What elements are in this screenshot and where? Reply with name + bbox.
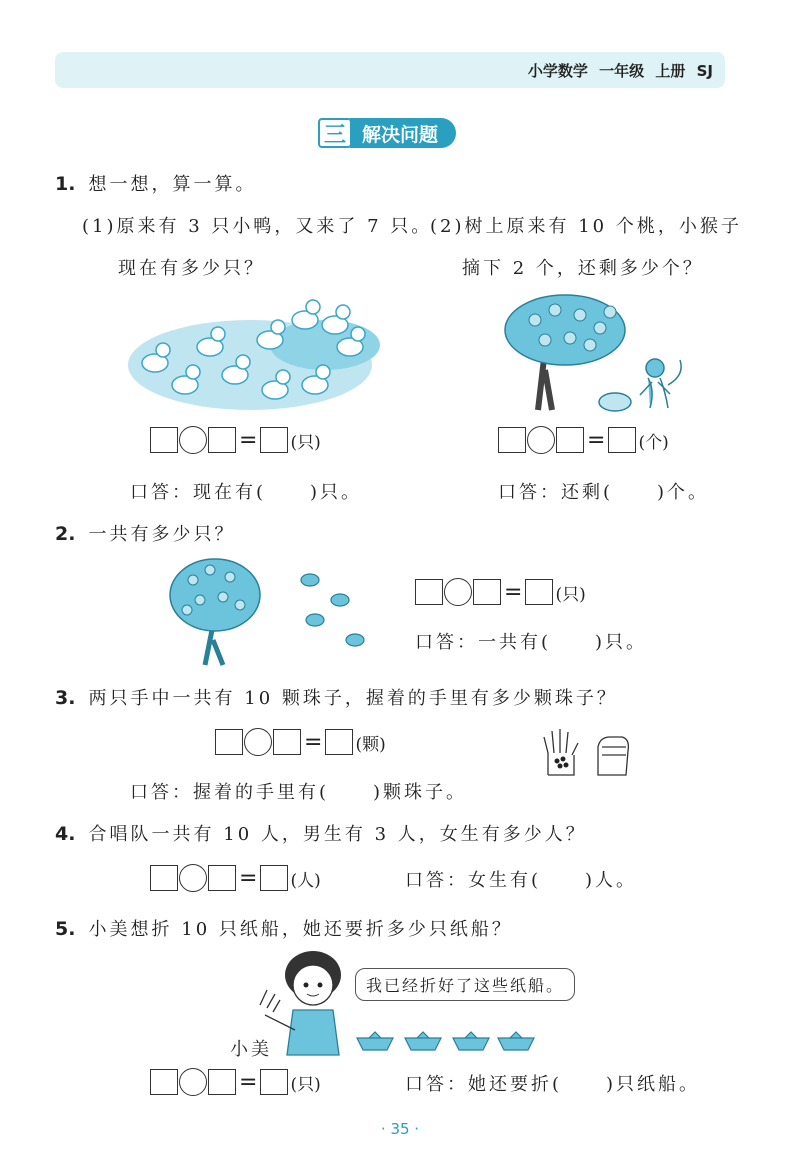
question-number: 1.: [55, 173, 76, 195]
q2-equation: [415, 578, 586, 606]
operator-circle[interactable]: [527, 426, 555, 454]
header-text: [528, 60, 713, 81]
equals-sign: =: [587, 427, 606, 453]
answer-box[interactable]: [556, 427, 584, 453]
question-number: 4.: [55, 823, 76, 845]
answer-box[interactable]: [208, 865, 236, 891]
question-text: 想一想，算一算。: [88, 174, 257, 195]
q4-answer: 口答：女生有( )人。: [405, 870, 638, 891]
answer-box[interactable]: [273, 729, 301, 755]
peach-tree-monkey-illustration: [490, 290, 690, 415]
answer-box[interactable]: [415, 579, 443, 605]
unit-label: (颗): [355, 734, 386, 755]
unit-label: (人): [290, 870, 321, 891]
question-number: 3.: [55, 687, 76, 709]
operator-circle[interactable]: [244, 728, 272, 756]
answer-box[interactable]: [150, 865, 178, 891]
question-1: [55, 170, 257, 196]
unit-label: (只): [555, 584, 586, 605]
answer-box[interactable]: [473, 579, 501, 605]
q3-equation: [215, 728, 386, 756]
unit-label: (只): [290, 1074, 321, 1095]
page-number: · 35 ·: [380, 1120, 420, 1138]
header-grade: 一年级: [599, 62, 645, 80]
q3-answer: 口答：握着的手里有( )颗珠子。: [130, 782, 468, 803]
operator-circle[interactable]: [179, 864, 207, 892]
equals-sign: =: [239, 427, 258, 453]
equals-sign: =: [504, 579, 523, 605]
answer-box[interactable]: [260, 865, 288, 891]
paper-boats-illustration: [355, 1030, 535, 1056]
q1a-line2: 现在有多少只？: [118, 258, 265, 279]
operator-circle[interactable]: [444, 578, 472, 606]
section-badge: [318, 118, 456, 148]
q5-equation: [150, 1068, 321, 1096]
answer-box[interactable]: [208, 1069, 236, 1095]
header-edition: SJ: [696, 62, 713, 80]
header-volume: 上册: [655, 62, 686, 80]
q2-answer: 口答：一共有( )只。: [415, 632, 648, 653]
header-subject: 小学数学: [527, 62, 588, 80]
operator-circle[interactable]: [179, 426, 207, 454]
answer-box[interactable]: [260, 1069, 288, 1095]
question-number: 2.: [55, 523, 76, 545]
answer-box[interactable]: [208, 427, 236, 453]
answer-box[interactable]: [525, 579, 553, 605]
question-text: 两只手中一共有 10 颗珠子，握着的手里有多少颗珠子？: [88, 688, 618, 709]
section-number: 三: [318, 118, 352, 148]
question-4: [55, 820, 587, 846]
question-2: [55, 520, 236, 546]
q1b-answer: 口答：还剩( )个。: [498, 482, 710, 503]
equals-sign: =: [239, 1069, 258, 1095]
question-text: 小美想折 10 只纸船，她还要折多少只纸船？: [88, 919, 513, 940]
question-number: 5.: [55, 918, 76, 940]
girl-name-label: 小美: [230, 1039, 272, 1060]
speech-bubble: 我已经折好了这些纸船。: [355, 968, 575, 1001]
question-text: 合唱队一共有 10 人，男生有 3 人，女生有多少人？: [88, 824, 587, 845]
answer-box[interactable]: [150, 427, 178, 453]
q1b-line2: 摘下 2 个，还剩多少个？: [462, 258, 704, 279]
q4-equation: [150, 864, 321, 892]
ducks-pond-illustration: [125, 295, 380, 415]
question-5: [55, 915, 513, 941]
answer-box[interactable]: [498, 427, 526, 453]
question-text: 一共有多少只？: [88, 524, 236, 545]
unit-label: (只): [290, 432, 321, 453]
operator-circle[interactable]: [179, 1068, 207, 1096]
equals-sign: =: [304, 729, 323, 755]
answer-box[interactable]: [150, 1069, 178, 1095]
birds-tree-illustration: [165, 555, 395, 667]
q5-answer: 口答：她还要折( )只纸船。: [405, 1074, 701, 1095]
answer-box[interactable]: [608, 427, 636, 453]
q1b-line1: (2)树上原来有 10 个桃，小猴子: [430, 216, 742, 237]
question-3: [55, 684, 618, 710]
header-band: [55, 52, 725, 88]
section-title: 解决问题: [350, 118, 456, 148]
answer-box[interactable]: [215, 729, 243, 755]
q1b-equation: [498, 426, 669, 454]
q1a-answer: 口答：现在有( )只。: [130, 482, 363, 503]
answer-box[interactable]: [260, 427, 288, 453]
q1a-equation: [150, 426, 321, 454]
hands-beads-illustration: [540, 725, 635, 780]
answer-box[interactable]: [325, 729, 353, 755]
unit-label: (个): [638, 432, 669, 453]
equals-sign: =: [239, 865, 258, 891]
q1a-line1: (1)原来有 3 只小鸭，又来了 7 只。: [82, 216, 433, 237]
